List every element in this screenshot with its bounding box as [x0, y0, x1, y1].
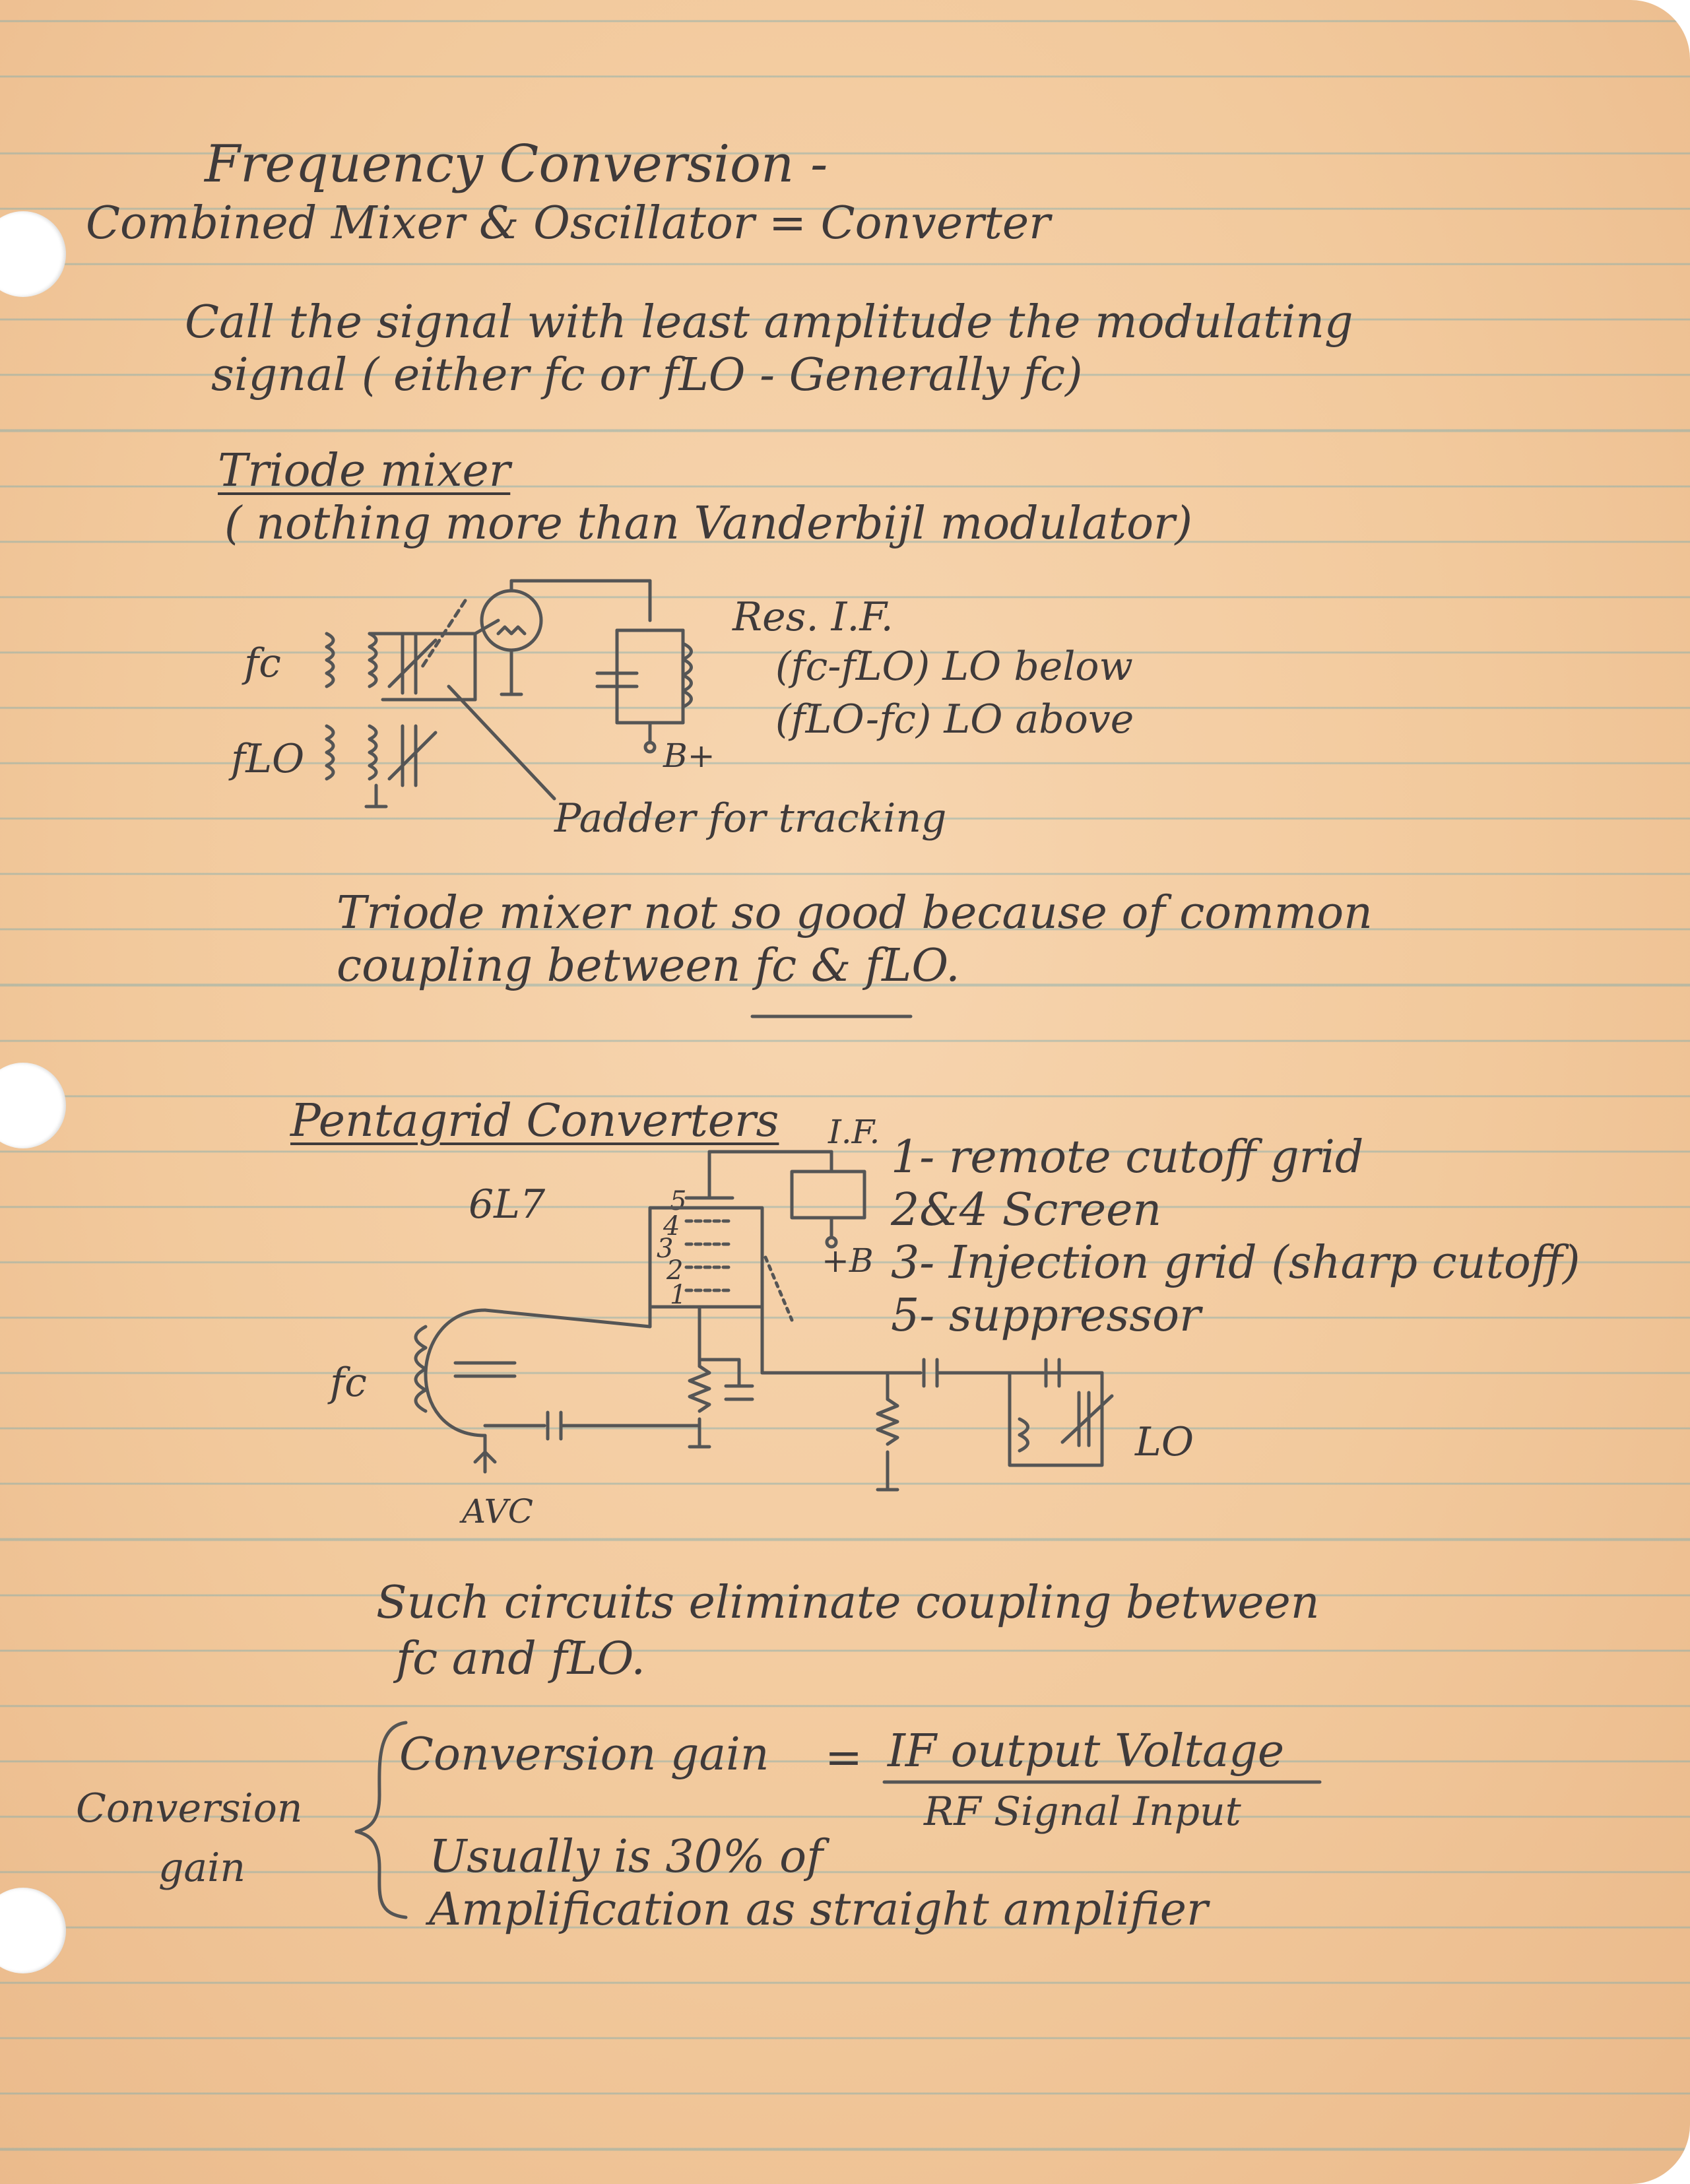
pentagrid-note-line-2: fc and fLO.: [396, 1633, 646, 1685]
lo-above-label: (fLO-fc) LO above: [775, 696, 1134, 743]
res-if-label: Res. I.F.: [732, 594, 894, 640]
conversion-gain-numerator: IF output Voltage: [888, 1725, 1285, 1777]
conversion-gain-side-label-1: Conversion: [76, 1785, 303, 1832]
pentagrid-heading: Pentagrid Converters: [290, 1095, 779, 1147]
page-title: Frequency Conversion -: [205, 135, 828, 194]
pentagrid-fc-label: fc: [330, 1360, 367, 1406]
triode-heading: Triode mixer: [218, 445, 511, 497]
intro-line-2: signal ( either fc or fLO - Generally fc): [211, 349, 1083, 401]
grid-number-3: 3: [657, 1234, 674, 1264]
conversion-gain-equals: =: [825, 1732, 862, 1784]
intro-line-1: Call the signal with least amplitude the modulating: [185, 296, 1353, 348]
conversion-gain-lhs: Conversion gain: [399, 1729, 769, 1781]
triode-fc-label: fc: [244, 640, 281, 686]
grid-legend-3: 3- Injection grid (sharp cutoff): [891, 1237, 1580, 1289]
grid-number-4: 4: [663, 1211, 680, 1241]
triode-note-line-2: coupling between fc & fLO.: [337, 940, 960, 992]
bplus-label: B+: [663, 737, 715, 775]
padder-label: Padder for tracking: [554, 795, 947, 842]
conversion-gain-usually-2: Amplification as straight amplifier: [429, 1884, 1208, 1936]
grid-number-1: 1: [670, 1280, 687, 1310]
conversion-gain-denominator: RF Signal Input: [924, 1789, 1241, 1835]
grid-legend-2: 2&4 Screen: [891, 1184, 1162, 1236]
pentagrid-if-label: I.F.: [828, 1113, 880, 1151]
page-subtitle: Combined Mixer & Oscillator = Converter: [86, 197, 1051, 249]
grid-legend-4: 5- suppressor: [891, 1290, 1201, 1342]
triode-subheading: ( nothing more than Vanderbijl modulator): [224, 498, 1193, 550]
triode-flo-label: fLO: [231, 736, 305, 782]
avc-label: AVC: [462, 1492, 533, 1531]
triode-note-line-1: Triode mixer not so good because of common: [337, 887, 1373, 939]
tube-type-label: 6L7: [469, 1181, 546, 1228]
grid-legend-1: 1- remote cutoff grid: [891, 1131, 1364, 1183]
grid-number-5: 5: [670, 1186, 687, 1216]
lo-below-label: (fc-fLO) LO below: [775, 644, 1133, 690]
conversion-gain-usually-1: Usually is 30% of: [429, 1831, 824, 1883]
pentagrid-plus-b-label: +B: [822, 1241, 874, 1280]
conversion-gain-side-label-2: gain: [158, 1845, 246, 1891]
grid-number-2: 2: [666, 1255, 684, 1286]
pentagrid-note-line-1: Such circuits eliminate coupling between: [376, 1577, 1320, 1629]
pentagrid-lo-label: LO: [1135, 1419, 1194, 1465]
